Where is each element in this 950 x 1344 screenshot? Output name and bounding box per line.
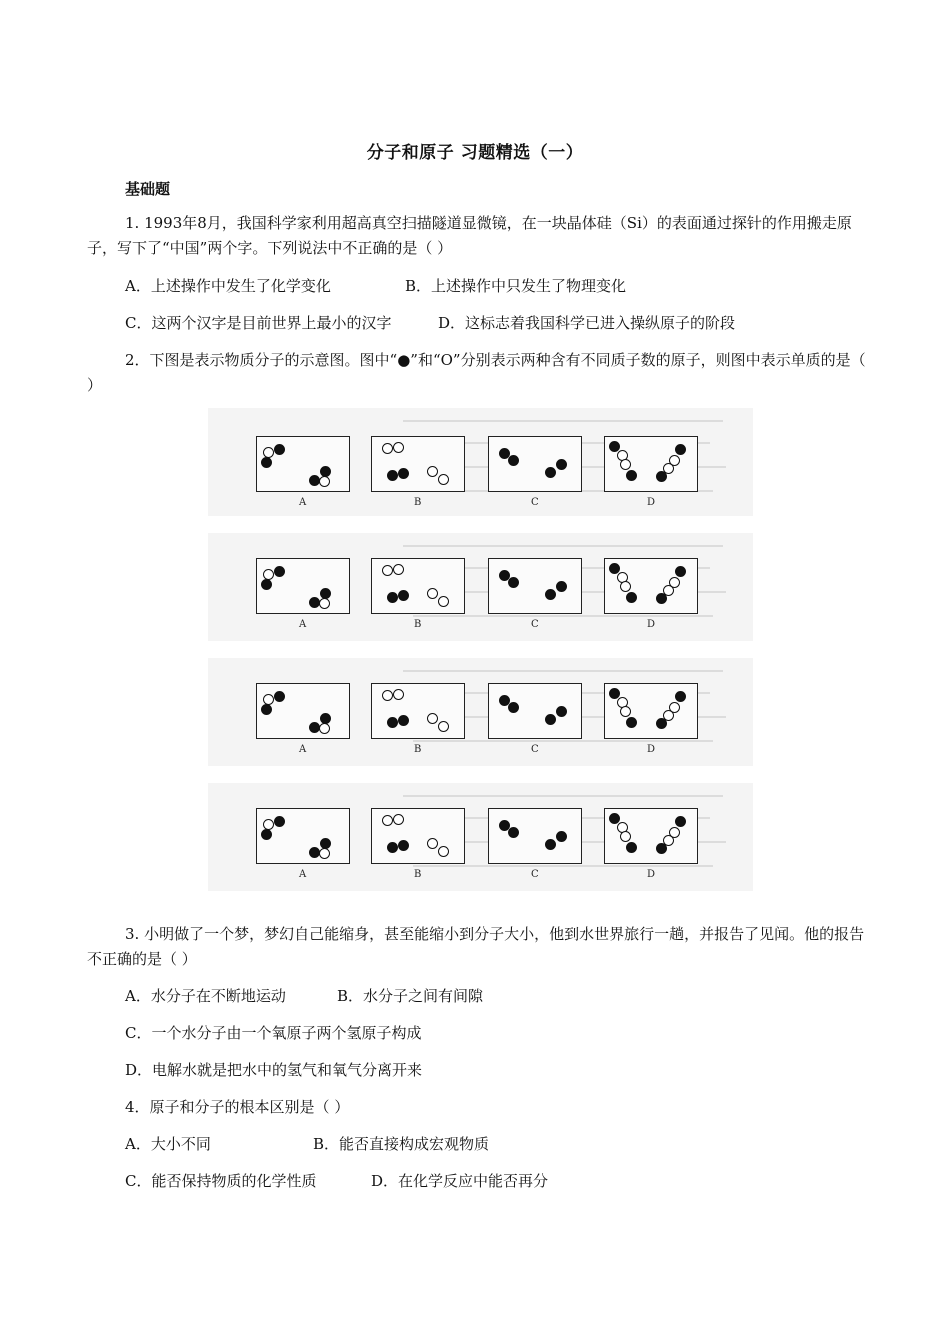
black-atom-icon — [398, 468, 409, 479]
black-atom-icon — [626, 470, 637, 481]
white-atom-icon — [319, 723, 330, 734]
black-atom-icon — [545, 839, 556, 850]
black-atom-icon — [508, 702, 519, 713]
molecule-box-c — [488, 436, 582, 492]
question-4-option-a: A．大小不同 — [125, 1135, 211, 1153]
white-atom-icon — [620, 459, 631, 470]
white-atom-icon — [393, 442, 404, 453]
white-atom-icon — [438, 721, 449, 732]
molecule-box-d — [604, 683, 698, 739]
white-atom-icon — [427, 838, 438, 849]
molecule-box-label: D — [647, 744, 656, 755]
molecule-box-label: A — [299, 744, 307, 755]
white-atom-icon — [319, 598, 330, 609]
molecule-box-label: B — [414, 497, 422, 508]
molecule-box-b — [371, 558, 465, 614]
molecule-box-label: C — [531, 869, 539, 880]
molecule-box-d — [604, 558, 698, 614]
black-atom-icon — [261, 829, 272, 840]
molecule-box-label: D — [647, 497, 656, 508]
molecule-box-label: D — [647, 619, 656, 630]
diagram-strip — [208, 533, 753, 641]
diagram-strip — [208, 408, 753, 516]
white-atom-icon — [438, 596, 449, 607]
white-atom-icon — [427, 466, 438, 477]
scan-artifact-line — [403, 420, 723, 422]
white-atom-icon — [382, 565, 393, 576]
molecule-box-a — [256, 558, 350, 614]
black-atom-icon — [398, 840, 409, 851]
question-4-option-d: D．在化学反应中能否再分 — [371, 1172, 549, 1190]
question-1-options-row-2 — [125, 312, 735, 334]
black-atom-icon — [545, 589, 556, 600]
black-atom-icon — [556, 581, 567, 592]
black-atom-icon — [675, 816, 686, 827]
question-3-option-b: B．水分子之间有间隙 — [337, 987, 484, 1005]
black-atom-icon — [398, 715, 409, 726]
molecule-box-b — [371, 808, 465, 864]
question-1-option-c: C．这两个汉字是目前世界上最小的汉字 — [125, 314, 392, 332]
white-atom-icon — [438, 846, 449, 857]
black-atom-icon — [508, 577, 519, 588]
scan-artifact-line — [413, 615, 713, 617]
white-atom-icon — [382, 690, 393, 701]
question-1-option-b: B．上述操作中只发生了物理变化 — [405, 277, 627, 295]
diagram-strip — [208, 658, 753, 766]
black-atom-icon — [626, 717, 637, 728]
molecule-box-label: A — [299, 619, 307, 630]
molecule-box-c — [488, 808, 582, 864]
black-atom-icon — [274, 816, 285, 827]
black-atom-icon — [656, 718, 667, 729]
molecule-box-label: D — [647, 869, 656, 880]
black-atom-icon — [387, 592, 398, 603]
white-atom-icon — [393, 814, 404, 825]
black-atom-icon — [398, 590, 409, 601]
white-atom-icon — [319, 476, 330, 487]
black-atom-icon — [656, 593, 667, 604]
question-4-options-row-1 — [125, 1133, 489, 1155]
black-atom-icon — [556, 831, 567, 842]
molecule-box-d — [604, 808, 698, 864]
molecule-box-label: B — [414, 619, 422, 630]
black-atom-icon — [274, 566, 285, 577]
scan-artifact-line — [403, 670, 723, 672]
question-3-option-a: A．水分子在不断地运动 — [125, 987, 286, 1005]
molecule-box-a — [256, 808, 350, 864]
question-3-options-row-1 — [125, 985, 483, 1007]
page-title: 分子和原子 习题精选（一） — [366, 143, 584, 163]
black-atom-icon — [508, 827, 519, 838]
scan-artifact-line — [403, 795, 723, 797]
molecule-diagram-figure — [208, 408, 753, 893]
molecule-box-c — [488, 683, 582, 739]
black-atom-icon — [656, 471, 667, 482]
question-3-stem: 3. 小明做了一个梦，梦幻自己能缩身，甚至能缩小到分子大小，他到水世界旅行一趟，并报告了见闻。他的报告不正确的是（ ） — [87, 925, 865, 968]
black-atom-icon — [261, 704, 272, 715]
molecule-box-b — [371, 436, 465, 492]
question-3-option-c: C．一个水分子由一个氧原子两个氢原子构成 — [125, 1024, 422, 1042]
question-4-stem: 4．原子和分子的根本区别是（ ） — [125, 1098, 350, 1116]
black-atom-icon — [556, 459, 567, 470]
black-atom-icon — [261, 457, 272, 468]
black-atom-icon — [626, 592, 637, 603]
black-atom-icon — [274, 691, 285, 702]
molecule-box-c — [488, 558, 582, 614]
white-atom-icon — [427, 713, 438, 724]
question-2-stem: 2．下图是表示物质分子的示意图。图中“●”和“O”分别表示两种含有不同质子数的原子，则图中表示单质的是（ ） — [87, 351, 866, 394]
question-1-options-row-1 — [125, 275, 626, 297]
black-atom-icon — [675, 691, 686, 702]
black-atom-icon — [656, 843, 667, 854]
black-atom-icon — [675, 566, 686, 577]
black-atom-icon — [387, 842, 398, 853]
molecule-box-a — [256, 683, 350, 739]
scan-artifact-line — [403, 545, 723, 547]
white-atom-icon — [620, 706, 631, 717]
question-1-option-a: A．上述操作中发生了化学变化 — [125, 277, 331, 295]
section-heading: 基础题 — [125, 180, 171, 198]
molecule-box-label: C — [531, 744, 539, 755]
black-atom-icon — [508, 455, 519, 466]
white-atom-icon — [393, 689, 404, 700]
black-atom-icon — [261, 579, 272, 590]
question-4-option-c: C．能否保持物质的化学性质 — [125, 1172, 317, 1190]
white-atom-icon — [620, 831, 631, 842]
white-atom-icon — [382, 815, 393, 826]
molecule-box-label: A — [299, 869, 307, 880]
scan-artifact-line — [413, 740, 713, 742]
molecule-box-label: C — [531, 497, 539, 508]
black-atom-icon — [387, 470, 398, 481]
question-4-options-row-2 — [125, 1170, 548, 1192]
diagram-strip — [208, 783, 753, 891]
white-atom-icon — [382, 443, 393, 454]
molecule-box-b — [371, 683, 465, 739]
question-1-stem: 1. 1993年8月，我国科学家利用超高真空扫描隧道显微镜，在一块晶体硅（Si）的表面通过探针的作用搬走原子，写下了“中国”两个字。下列说法中不正确的是（ ） — [87, 214, 852, 257]
black-atom-icon — [556, 706, 567, 717]
question-4-option-b: B．能否直接构成宏观物质 — [313, 1135, 490, 1153]
white-atom-icon — [438, 474, 449, 485]
black-atom-icon — [626, 842, 637, 853]
white-atom-icon — [427, 588, 438, 599]
white-atom-icon — [620, 581, 631, 592]
black-atom-icon — [545, 467, 556, 478]
scan-artifact-line — [413, 865, 713, 867]
black-atom-icon — [545, 714, 556, 725]
white-atom-icon — [319, 848, 330, 859]
molecule-box-d — [604, 436, 698, 492]
question-3-option-d: D．电解水就是把水中的氢气和氧气分离开来 — [125, 1061, 423, 1079]
black-atom-icon — [274, 444, 285, 455]
black-atom-icon — [675, 444, 686, 455]
molecule-box-label: A — [299, 497, 307, 508]
molecule-box-label: B — [414, 869, 422, 880]
molecule-box-label: C — [531, 619, 539, 630]
black-atom-icon — [387, 717, 398, 728]
question-1-option-d: D．这标志着我国科学已进入操纵原子的阶段 — [438, 314, 736, 332]
molecule-box-a — [256, 436, 350, 492]
molecule-box-label: B — [414, 744, 422, 755]
white-atom-icon — [393, 564, 404, 575]
